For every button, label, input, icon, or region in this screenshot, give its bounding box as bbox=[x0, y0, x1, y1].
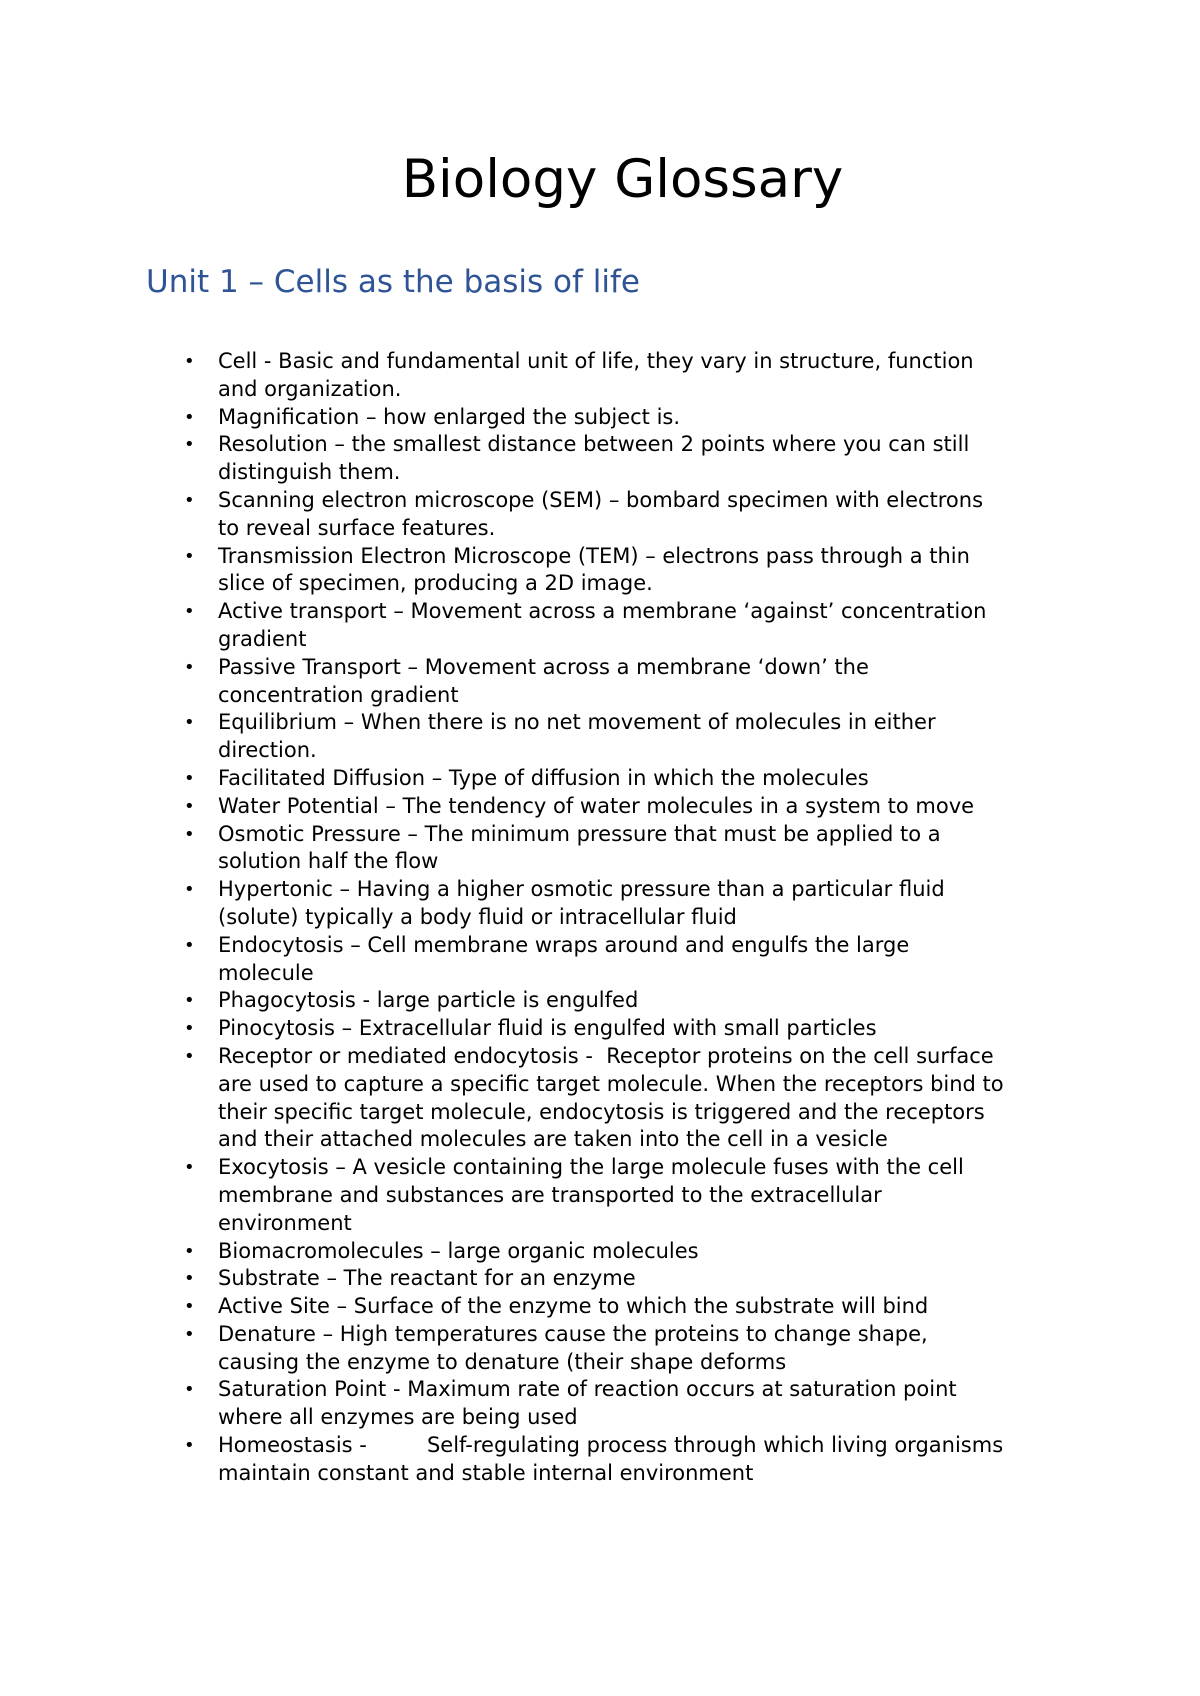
glossary-entry-line: and organization. bbox=[218, 376, 402, 401]
glossary-entry-line: • Active transport – Movement across a membrane ‘against’ concentration bbox=[218, 599, 987, 624]
glossary-entry bbox=[0, 598, 1100, 654]
glossary-entry bbox=[0, 1154, 1100, 1237]
glossary-entry bbox=[0, 404, 1100, 432]
glossary-entry-line: solution half the flow bbox=[218, 849, 439, 874]
glossary-entry-line: • Denature – High temperatures cause the proteins to change shape, bbox=[218, 1321, 928, 1346]
glossary-entry bbox=[0, 932, 1100, 988]
glossary-entry bbox=[0, 487, 1100, 543]
glossary-entry-line: to reveal surface features. bbox=[218, 515, 496, 540]
glossary-entry bbox=[0, 793, 1100, 821]
glossary-entry bbox=[0, 348, 1100, 404]
glossary-entry-line: membrane and substances are transported to the extracellular bbox=[218, 1182, 882, 1207]
glossary-entry-line: their specific target molecule, endocytosis is triggered and the receptors bbox=[218, 1099, 985, 1124]
glossary-entry-line: environment bbox=[218, 1210, 352, 1235]
glossary-entry bbox=[0, 1265, 1100, 1293]
glossary-entry-line: • Hypertonic – Having a higher osmotic pressure than a particular fluid bbox=[218, 877, 945, 902]
glossary-entry-line: • Scanning electron microscope (SEM) – bombard specimen with electrons bbox=[218, 487, 984, 512]
glossary-entry-line: gradient bbox=[218, 626, 307, 651]
glossary-entry bbox=[0, 987, 1100, 1015]
glossary-entry-line: • Endocytosis – Cell membrane wraps around and engulfs the large bbox=[218, 932, 910, 957]
glossary-entry-line: maintain constant and stable internal environment bbox=[218, 1460, 754, 1485]
glossary-entry-line: • Phagocytosis - large particle is engulfed bbox=[218, 988, 639, 1013]
glossary-entry-line: • Magnification – how enlarged the subject is. bbox=[218, 404, 681, 429]
glossary-entry bbox=[0, 765, 1100, 793]
glossary-entry-line: are used to capture a specific target molecule. When the receptors bind to bbox=[218, 1071, 1004, 1096]
glossary-entry bbox=[0, 543, 1100, 599]
glossary-entry-line: direction. bbox=[218, 738, 317, 763]
glossary-entry bbox=[0, 876, 1100, 932]
glossary-entry bbox=[0, 1043, 1100, 1154]
glossary-entry bbox=[0, 1432, 1100, 1488]
glossary-entry-line: • Exocytosis – A vesicle containing the large molecule fuses with the cell bbox=[218, 1155, 964, 1180]
glossary-entry-line: distinguish them. bbox=[218, 460, 401, 485]
glossary-entry-line: (solute) typically a body fluid or intracellular fluid bbox=[218, 904, 737, 929]
glossary-entry bbox=[0, 821, 1100, 877]
glossary-entry-line: • Saturation Point - Maximum rate of reaction occurs at saturation point bbox=[218, 1377, 957, 1402]
glossary-entry-line: concentration gradient bbox=[218, 682, 459, 707]
glossary-list bbox=[0, 348, 1100, 1488]
glossary-entry-line: slice of specimen, producing a 2D image. bbox=[218, 571, 653, 596]
glossary-entry-line: • Biomacromolecules – large organic molecules bbox=[218, 1238, 699, 1263]
glossary-entry-line: • Facilitated Diffusion – Type of diffusion in which the molecules bbox=[218, 765, 869, 790]
glossary-entry bbox=[0, 1293, 1100, 1321]
glossary-entry-line: • Pinocytosis – Extracellular fluid is engulfed with small particles bbox=[218, 1016, 877, 1041]
glossary-entry-line: • Equilibrium – When there is no net movement of molecules in either bbox=[218, 710, 936, 735]
glossary-entry-line: • Transmission Electron Microscope (TEM) – electrons pass through a thin bbox=[218, 543, 970, 568]
glossary-entry bbox=[0, 654, 1100, 710]
glossary-entry-line: • Resolution – the smallest distance between 2 points where you can still bbox=[218, 432, 970, 457]
glossary-entry bbox=[0, 709, 1100, 765]
glossary-entry-line: and their attached molecules are taken into the cell in a vesicle bbox=[218, 1127, 888, 1152]
glossary-entry bbox=[0, 1015, 1100, 1043]
glossary-entry-line: • Receptor or mediated endocytosis - Receptor proteins on the cell surface bbox=[218, 1043, 994, 1068]
glossary-entry-line: • Substrate – The reactant for an enzyme bbox=[218, 1266, 636, 1291]
glossary-entry bbox=[0, 1376, 1100, 1432]
glossary-entry bbox=[0, 431, 1100, 487]
glossary-entry-line: • Cell - Basic and fundamental unit of life, they vary in structure, function bbox=[218, 349, 974, 373]
glossary-entry-line: molecule bbox=[218, 960, 314, 985]
glossary-entry-line: where all enzymes are being used bbox=[218, 1405, 578, 1430]
glossary-entry-line: causing the enzyme to denature (their shape deforms bbox=[218, 1349, 787, 1374]
glossary-entry-line: • Homeostasis - Self-regulating process through which living organisms bbox=[218, 1433, 1004, 1458]
page-title: Biology Glossary bbox=[401, 149, 844, 210]
glossary-entry-line: • Water Potential – The tendency of water molecules in a system to move bbox=[218, 793, 975, 818]
glossary-entry-line: • Passive Transport – Movement across a membrane ‘down’ the bbox=[218, 654, 869, 679]
glossary-entry bbox=[0, 1321, 1100, 1377]
glossary-entry-line: • Osmotic Pressure – The minimum pressure that must be applied to a bbox=[218, 821, 941, 846]
unit-heading: Unit 1 – Cells as the basis of life bbox=[146, 264, 640, 300]
glossary-entry bbox=[0, 1238, 1100, 1266]
glossary-entry-line: • Active Site – Surface of the enzyme to which the substrate will bind bbox=[218, 1294, 929, 1319]
